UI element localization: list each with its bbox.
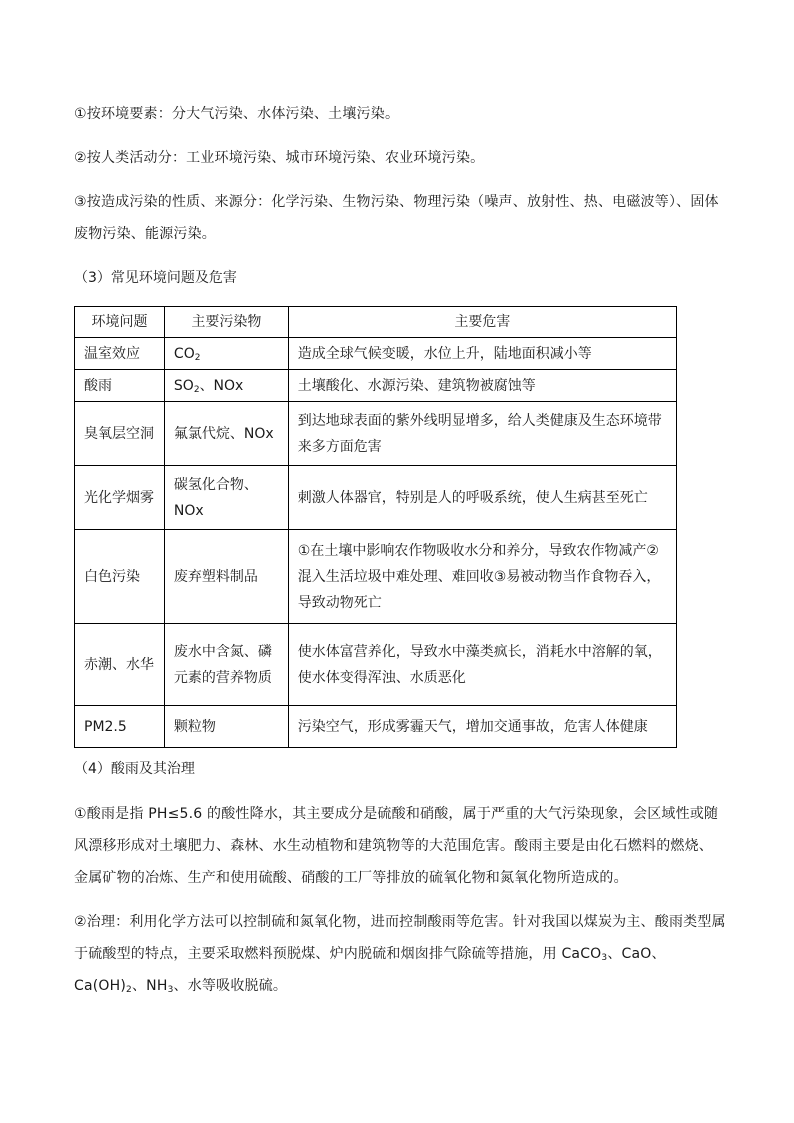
treatment-subscript: 3 bbox=[601, 953, 608, 963]
pollutant-text-rest: 、NOx bbox=[199, 377, 244, 394]
classification-item-1: ①按环境要素：分大气污染、水体污染、土壤污染。 bbox=[74, 106, 400, 122]
cell-issue: 温室效应 bbox=[75, 338, 165, 370]
table-row bbox=[75, 370, 677, 402]
pollutant-subscript: 2 bbox=[194, 352, 201, 363]
cell-harm: 污染空气，形成雾霾天气，增加交通事故，危害人体健康 bbox=[288, 706, 676, 748]
acid-rain-definition: ①酸雨是指 PH≤5.6 的酸性降水，其主要成分是硫酸和硝酸，属于严重的大气污染现象，会区域性或随风漂移形成对土壤肥力、森林、水生动植物和建筑物等的大范围危害。酸雨主要是由化石燃料的燃烧、金属矿物的冶炼、生产和使用硫酸、硝酸的工厂等排放的硫氧化物和氮氧化物所造成的。 bbox=[74, 806, 719, 886]
table-row bbox=[75, 624, 677, 706]
pollutant-text: CO bbox=[173, 345, 195, 362]
cell-pollutant: 废水中含氮、磷元素的营养物质 bbox=[164, 624, 288, 706]
treatment-subscript: 3 bbox=[167, 985, 174, 995]
cell-harm: 土壤酸化、水源污染、建筑物被腐蚀等 bbox=[288, 370, 676, 402]
cell-issue: 酸雨 bbox=[75, 370, 165, 402]
table-row bbox=[75, 402, 677, 466]
header-pollutant: 主要污染物 bbox=[164, 307, 288, 338]
treatment-text: 、CaO、Ca(OH) bbox=[74, 946, 666, 994]
cell-issue: PM2.5 bbox=[75, 706, 165, 748]
cell-issue: 臭氧层空洞 bbox=[75, 402, 165, 466]
pollutant-subscript: 2 bbox=[193, 384, 200, 395]
cell-issue: 光化学烟雾 bbox=[75, 466, 165, 530]
treatment-text: 、NH bbox=[131, 978, 168, 994]
acid-rain-treatment bbox=[74, 906, 726, 1002]
treatment-text: ②治理：利用化学方法可以控制硫和氮氧化物，进而控制酸雨等危害。针对我国以煤炭为主、酸雨类型属于硫酸型的特点，主要采取燃料预脱煤、炉内脱硫和烟囱排气除硫等措施，用 CaCO bbox=[74, 914, 726, 962]
cell-pollutant: 碳氢化合物、NOx bbox=[164, 466, 288, 530]
section-4-heading: （4）酸雨及其治理 bbox=[74, 761, 195, 777]
cell-harm: 使水体富营养化，导致水中藻类疯长，消耗水中溶解的氧，使水体变得浑浊、水质恶化 bbox=[288, 624, 676, 706]
classification-item-3: ③按造成污染的性质、来源分：化学污染、生物污染、物理污染（噪声、放射性、热、电磁波等）、固体废物污染、能源污染。 bbox=[74, 194, 719, 242]
cell-pollutant bbox=[164, 370, 288, 402]
treatment-subscript: 2 bbox=[126, 985, 132, 995]
cell-harm: ①在土壤中影响农作物吸收水分和养分，导致农作物减产②混入生活垃圾中难处理、难回收③易被动物当作食物吞入，导致动物死亡 bbox=[288, 530, 676, 624]
environment-issues-table bbox=[74, 306, 677, 748]
pollutant-text: SO bbox=[173, 377, 194, 394]
table-header-row bbox=[75, 307, 677, 338]
table-row bbox=[75, 466, 677, 530]
cell-pollutant: 氟氯代烷、NOx bbox=[164, 402, 288, 466]
cell-harm: 刺激人体器官，特别是人的呼吸系统，使人生病甚至死亡 bbox=[288, 466, 676, 530]
header-harm: 主要危害 bbox=[288, 307, 676, 338]
section-3-heading: （3）常见环境问题及危害 bbox=[74, 270, 237, 286]
cell-harm: 到达地球表面的紫外线明显增多，给人类健康及生态环境带来多方面危害 bbox=[288, 402, 676, 466]
cell-issue: 赤潮、水华 bbox=[75, 624, 165, 706]
cell-issue: 白色污染 bbox=[75, 530, 165, 624]
cell-pollutant: 废弃塑料制品 bbox=[164, 530, 288, 624]
cell-pollutant: 颗粒物 bbox=[164, 706, 288, 748]
table-row bbox=[75, 530, 677, 624]
cell-pollutant bbox=[164, 338, 288, 370]
cell-harm: 造成全球气候变暖，水位上升，陆地面积减小等 bbox=[288, 338, 676, 370]
table-row bbox=[75, 706, 677, 748]
classification-item-2: ②按人类活动分：工业环境污染、城市环境污染、农业环境污染。 bbox=[74, 150, 485, 166]
treatment-text: 、水等吸收脱硫。 bbox=[173, 978, 288, 994]
table-row bbox=[75, 338, 677, 370]
header-issue: 环境问题 bbox=[75, 307, 165, 338]
